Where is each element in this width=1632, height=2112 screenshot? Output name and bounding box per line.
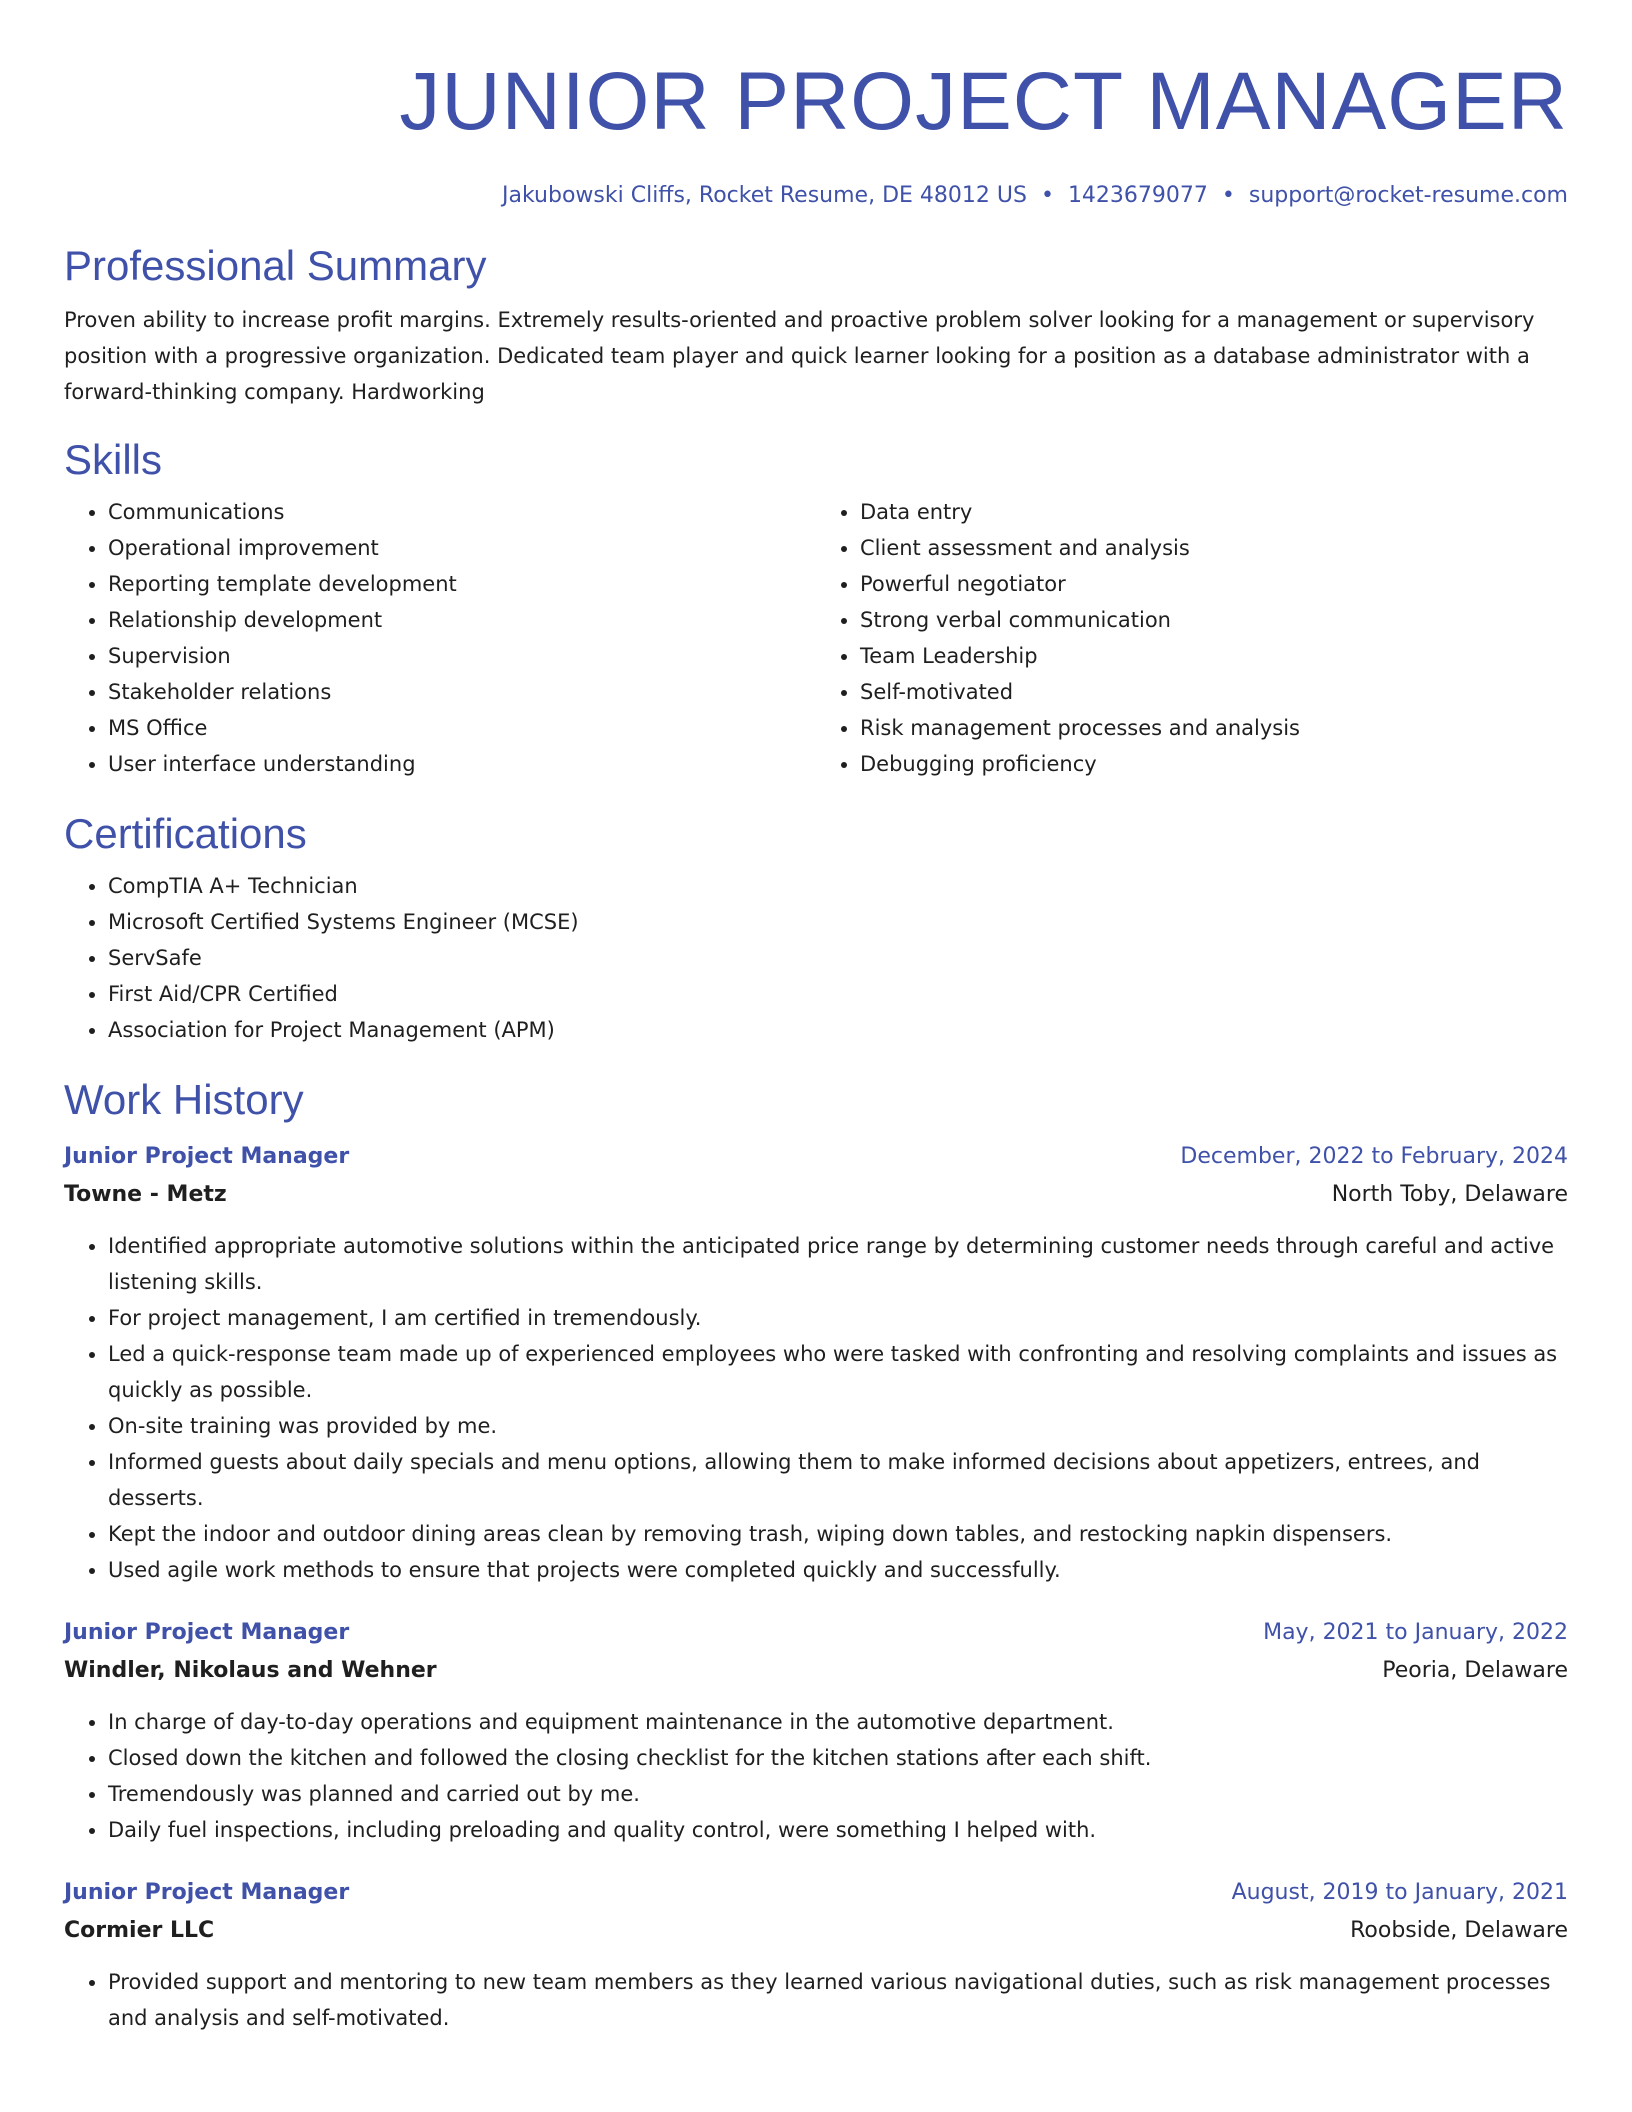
- skills-list-right: [816, 494, 1568, 782]
- contact-separator: •: [1221, 183, 1235, 208]
- skills-section: [64, 434, 1568, 782]
- jobs-list: [64, 1138, 1568, 2036]
- skills-columns: [64, 494, 1568, 782]
- job-title: Junior Project Manager: [64, 1144, 350, 1169]
- skill-item: • User interface understanding: [108, 746, 816, 782]
- skill-item: • Client assessment and analysis: [860, 530, 1568, 566]
- job-bullet: • Informed guests about daily specials and menu options, allowing them to make informed decisions about appetizers, entrees, and desserts.: [108, 1444, 1568, 1516]
- job-bullet: • For project management, I am certified in tremendously.: [108, 1300, 1568, 1336]
- skill-item: • Data entry: [860, 494, 1568, 530]
- skill-item: • Supervision: [108, 638, 816, 674]
- skill-item: • Risk management processes and analysis: [860, 710, 1568, 746]
- job-title-row: [64, 1138, 1568, 1176]
- summary-text: Proven ability to increase profit margins. Extremely results-oriented and proactive problem solver looking for a management or supervisory position with a progressive organization. Dedicated team player and quick learner looking for a position as a database administrator with a forward-thinking company. Hardworking: [64, 308, 1535, 404]
- job-bullet: • Led a quick-response team made up of experienced employees who were tasked with confronting and resolving complaints and issues as quickly as possible.: [108, 1336, 1568, 1408]
- job-bullet: • Tremendously was planned and carried out by me.: [108, 1776, 1568, 1812]
- skill-item: • Strong verbal communication: [860, 602, 1568, 638]
- job-bullet: • Provided support and mentoring to new team members as they learned various navigational duties, such as risk management processes and analysis and self-motivated.: [108, 1964, 1568, 2036]
- contact-email[interactable]: support@rocket-resume.com: [1248, 183, 1568, 208]
- job-dates: December, 2022 to February, 2024: [1180, 1144, 1568, 1169]
- certifications-heading: Certifications: [64, 810, 307, 857]
- skill-item: • Reporting template development: [108, 566, 816, 602]
- certification-item: • First Aid/CPR Certified: [108, 976, 1568, 1012]
- job-bullets: [64, 1704, 1568, 1848]
- contact-separator: •: [1040, 183, 1054, 208]
- skill-item: • Stakeholder relations: [108, 674, 816, 710]
- job-entry: [64, 1138, 1568, 1588]
- skill-item: • Debugging proficiency: [860, 746, 1568, 782]
- skills-list-left: [64, 494, 816, 782]
- job-company-row: [64, 1912, 1568, 1950]
- job-dates: May, 2021 to January, 2022: [1263, 1620, 1568, 1645]
- contact-line: [64, 180, 1568, 212]
- certifications-list: [64, 868, 1568, 1048]
- resume-name: JUNIOR PROJECT MANAGER: [399, 56, 1568, 147]
- resume-header: [64, 0, 1568, 212]
- summary-heading: Professional Summary: [64, 242, 487, 289]
- skills-heading: Skills: [64, 436, 163, 483]
- job-bullet: • Identified appropriate automotive solutions within the anticipated price range by determining customer needs through careful and active listening skills.: [108, 1228, 1568, 1300]
- job-company: Cormier LLC: [64, 1918, 215, 1943]
- job-bullet: • Closed down the kitchen and followed the closing checklist for the kitchen stations after each shift.: [108, 1740, 1568, 1776]
- job-location: North Toby, Delaware: [1331, 1182, 1568, 1207]
- job-location: Roobside, Delaware: [1350, 1918, 1568, 1943]
- skill-item: • Relationship development: [108, 602, 816, 638]
- work-history-section: [64, 1074, 1568, 2036]
- job-bullets: [64, 1228, 1568, 1588]
- job-title-row: [64, 1874, 1568, 1912]
- contact-address: Jakubowski Cliffs, Rocket Resume, DE 48012 US: [502, 183, 1027, 208]
- job-bullet: • On-site training was provided by me.: [108, 1408, 1568, 1444]
- job-company: Windler, Nikolaus and Wehner: [64, 1658, 437, 1683]
- job-title: Junior Project Manager: [64, 1620, 350, 1645]
- job-bullets: [64, 1964, 1568, 2036]
- skill-item: • Communications: [108, 494, 816, 530]
- summary-section: [64, 240, 1568, 410]
- skill-item: • Team Leadership: [860, 638, 1568, 674]
- skill-item: • Operational improvement: [108, 530, 816, 566]
- certification-item: • Association for Project Management (APM): [108, 1012, 1568, 1048]
- certifications-section: [64, 808, 1568, 1048]
- skill-item: • Powerful negotiator: [860, 566, 1568, 602]
- certification-item: • Microsoft Certified Systems Engineer (MCSE): [108, 904, 1568, 940]
- skill-item: • Self-motivated: [860, 674, 1568, 710]
- certification-item: • ServSafe: [108, 940, 1568, 976]
- skill-item: • MS Office: [108, 710, 816, 746]
- work-history-heading: Work History: [64, 1076, 304, 1123]
- job-bullet: • Used agile work methods to ensure that projects were completed quickly and successfully.: [108, 1552, 1568, 1588]
- job-company-row: [64, 1652, 1568, 1690]
- job-bullet: • Daily fuel inspections, including preloading and quality control, were something I helped with.: [108, 1812, 1568, 1848]
- job-company: Towne - Metz: [64, 1182, 227, 1207]
- job-entry: [64, 1614, 1568, 1848]
- certification-item: • CompTIA A+ Technician: [108, 868, 1568, 904]
- contact-phone: 1423679077: [1067, 183, 1208, 208]
- job-location: Peoria, Delaware: [1382, 1658, 1568, 1683]
- job-bullet: • In charge of day-to-day operations and equipment maintenance in the automotive department.: [108, 1704, 1568, 1740]
- job-bullet: • Kept the indoor and outdoor dining areas clean by removing trash, wiping down tables, and restocking napkin dispensers.: [108, 1516, 1568, 1552]
- job-entry: [64, 1874, 1568, 2036]
- job-title-row: [64, 1614, 1568, 1652]
- job-company-row: [64, 1176, 1568, 1214]
- job-dates: August, 2019 to January, 2021: [1231, 1880, 1568, 1905]
- job-title: Junior Project Manager: [64, 1880, 350, 1905]
